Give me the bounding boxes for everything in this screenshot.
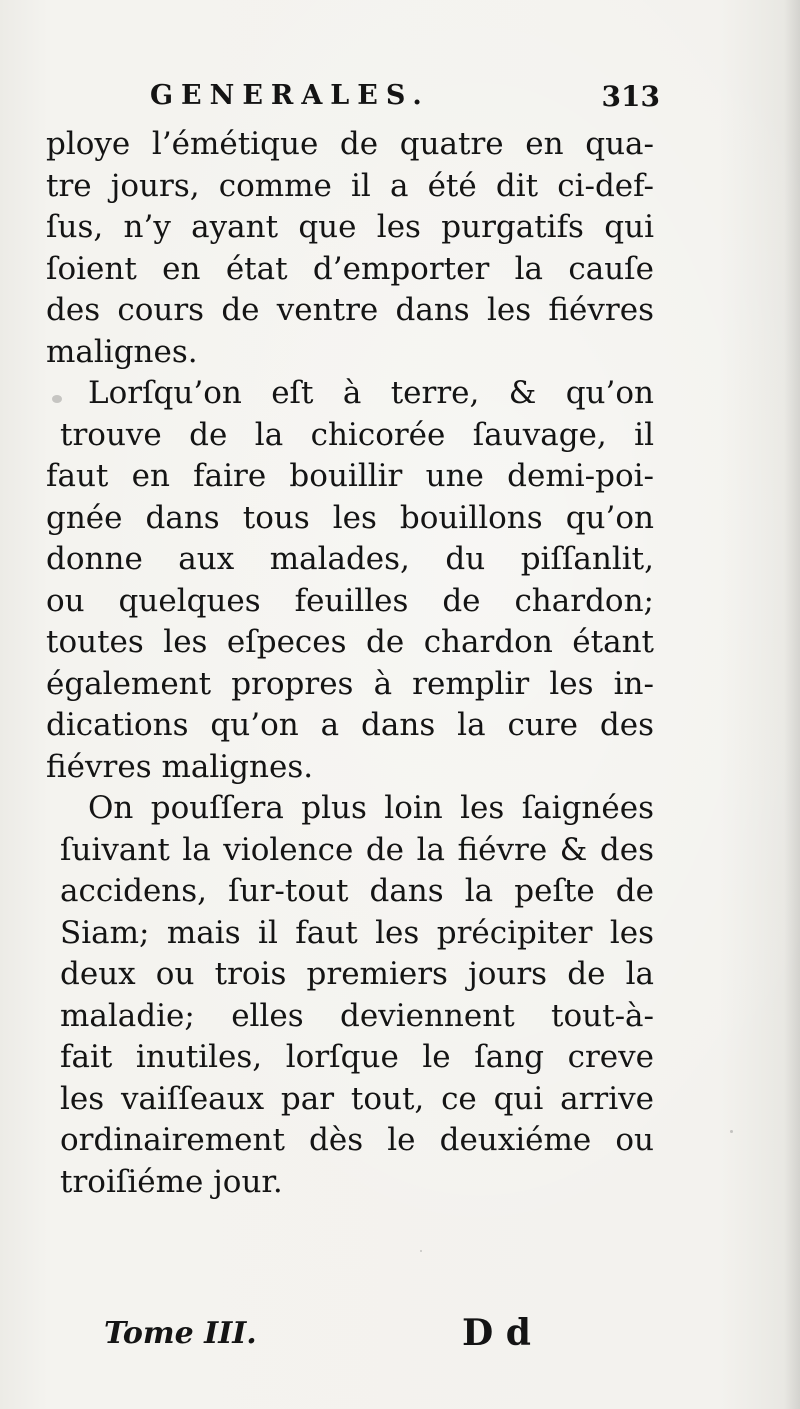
paragraph-start-line: On pouſſera plus loin les ſaignées xyxy=(88,790,654,826)
volume-signature: Tome III. xyxy=(104,1316,257,1351)
text-line: maladie; elles deviennent tout-à- xyxy=(60,997,654,1034)
paragraph-start-line: Lorſqu’on eſt à terre, & qu’on xyxy=(88,375,654,411)
text-line: malignes. xyxy=(46,333,198,370)
gathering-signature: D d xyxy=(462,1312,531,1354)
page-footer xyxy=(104,1312,544,1366)
page-edge-shadow xyxy=(784,0,800,1409)
text-line: également propres à remplir les in- xyxy=(46,665,654,702)
text-line: les vaiſſeaux par tout, ce qui arrive xyxy=(60,1080,654,1117)
body-text xyxy=(46,124,666,1203)
ink-speck xyxy=(420,1250,422,1252)
text-line: ou quelques feuilles de chardon; xyxy=(46,582,654,619)
text-line: ſuivant la violence de la fiévre & des xyxy=(60,831,654,868)
text-line: ſus, n’y ayant que les purgatifs qui xyxy=(46,209,654,245)
text-line: troiſiéme jour. xyxy=(60,1163,283,1200)
text-line: accidens, ſur-tout dans la peſte de xyxy=(60,873,654,909)
text-line: ploye l’émétique de quatre en qua- xyxy=(46,126,654,162)
text-line: ordinairement dès le deuxiéme ou xyxy=(60,1122,654,1158)
text-line: des cours de ventre dans les fiévres xyxy=(46,292,654,328)
text-line: ſoient en état d’emporter la cauſe xyxy=(46,250,654,287)
ink-speck xyxy=(52,395,62,403)
ink-speck xyxy=(730,1130,733,1133)
text-line: faut en faire bouillir une demi-poi- xyxy=(46,458,654,494)
page-header xyxy=(150,80,660,120)
page-number: 313 xyxy=(601,80,660,113)
text-line: toutes les eſpeces de chardon étant xyxy=(46,624,654,660)
text-line: fiévres malignes. xyxy=(46,748,314,785)
text-line: trouve de la chicorée ſauvage, il xyxy=(60,416,654,453)
text-line: dications qu’on a dans la cure des xyxy=(46,707,654,743)
text-line: donne aux malades, du piſſanlit, xyxy=(46,541,654,577)
text-line: gnée dans tous les bouillons qu’on xyxy=(46,499,654,536)
text-line: fait inutiles, lorſque le ſang creve xyxy=(60,1039,654,1075)
text-line: Siam; mais il faut les précipiter les xyxy=(60,914,654,951)
text-line: deux ou trois premiers jours de la xyxy=(60,956,654,992)
running-head: GENERALES. xyxy=(150,80,430,111)
text-line: tre jours, comme il a été dit ci-def- xyxy=(46,167,654,204)
